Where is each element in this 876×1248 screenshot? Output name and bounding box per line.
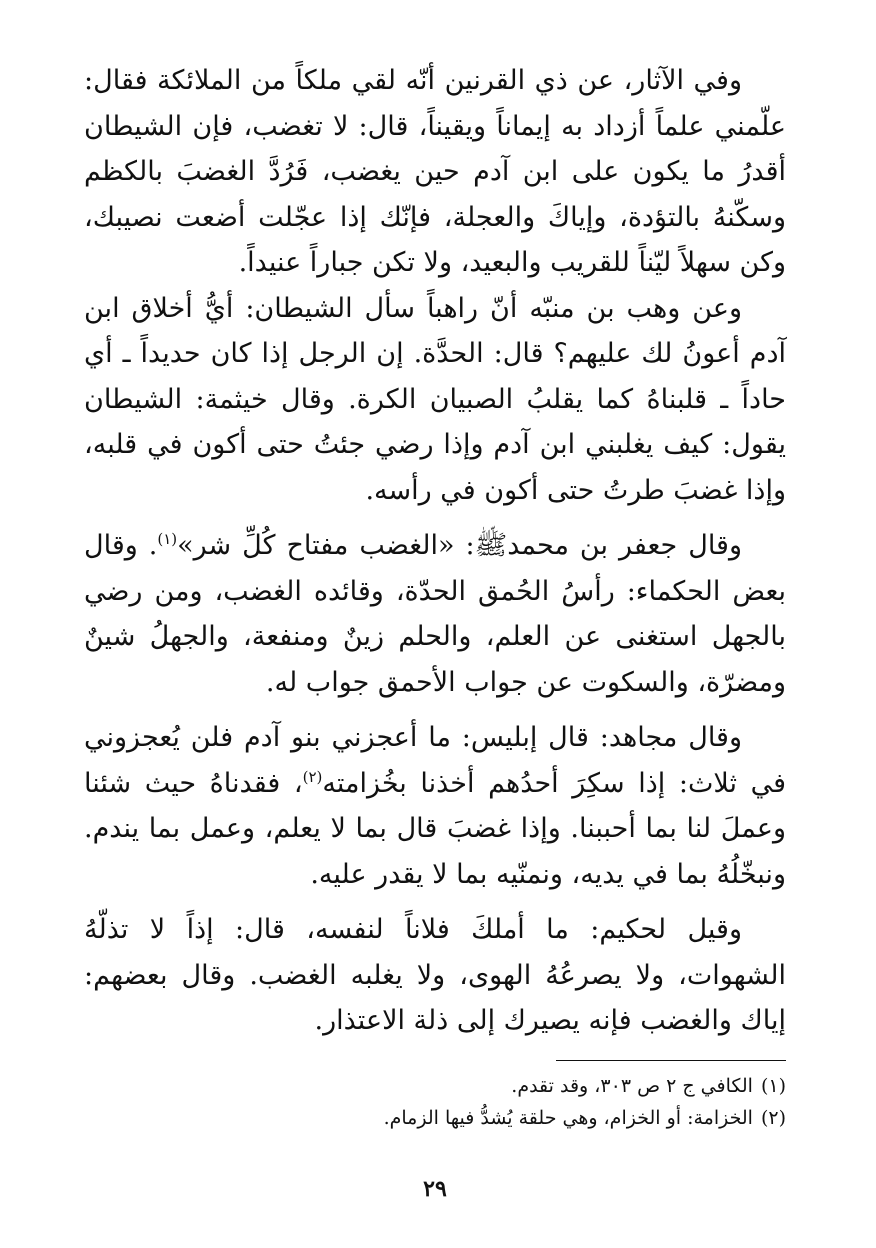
footnote-text: الخزامة: أو الخزام، وهي حلقة يُشدُّ فيها الزمام.: [383, 1107, 753, 1129]
paragraph-text: وعن وهب بن منبّه أنّ راهباً سأل الشيطان: أيُّ أخلاق ابن آدم أعونُ لك عليهم؟ قال: الحدَّة. إن الرجل إذا كان حديداً ـ أي حاداً ـ قلبناهُ كما يقلبُ الصبيان الكرة. وقال خيثمة: الشيطان يقول: كيف يغلبني ابن آدم وإذا رضي جئتُ حتى أكون في قلبه، وإذا غضبَ طرتُ حتى أكون في رأسه.: [84, 292, 786, 506]
footnote-1: [84, 1070, 786, 1102]
footnote-number: (٢): [760, 1107, 786, 1129]
paragraph-mujahid: [84, 715, 786, 897]
paragraph-text-after: . وقال بعض الحكماء: رأسُ الحُمق الحدّة، وقائده الغضب، ومن رضي بالجهل استغنى عن العلم، والحلم زينٌ ومنفعة، والجهلُ شينٌ ومضرّة، والسكوت عن جواب الأحمق جواب له.: [84, 530, 786, 698]
page-number: ٢٩: [423, 1176, 447, 1202]
quote-text: : «الغضب مفتاح كُلِّ شر»: [177, 530, 475, 561]
paragraph-wahb: [84, 286, 786, 514]
paragraph-hakim: [84, 907, 786, 1044]
paragraph-text-before: وقال جعفر بن محمد: [507, 530, 742, 561]
paragraph-text-after: ، فقدناهُ حيث شئنا وعملَ لنا بما أحببنا. وإذا غضبَ قال بما لا يعلم، وعمل بما يندم. ونبخّلُهُ بما في يديه، ونمنّيه بما لا يقدر عليه.: [84, 767, 786, 890]
paragraph-dhul-qarnayn: [84, 58, 786, 286]
paragraph-text-before: وقال مجاهد: قال إبليس: ما أعجزني بنو آدم فلن يُعجزوني في ثلاث: إذا سكِرَ أحدُهم أخذنا بخُزامته: [84, 722, 786, 799]
paragraph-jafar: [84, 523, 786, 705]
paragraph-text: وفي الآثار، عن ذي القرنين أنّه لقي ملكاً من الملائكة فقال: علّمني علماً أزداد به إيماناً ويقيناً، قال: لا تغضب، فإن الشيطان أقدرُ ما يكون على ابن آدم حين يغضب، فَرُدَّ الغضبَ بالكظم وسكّنهُ بالتؤدة، وإياكَ والعجلة، فإنّك إذا عجّلت أضعت نصيبك، وكن سهلاً ليّناً للقريب والبعيد، ولا تكن جباراً عنيداً.: [84, 65, 786, 278]
footnotes: [84, 1070, 786, 1134]
footnote-text: الكافي ج ٢ ص ٣٠٣، وقد تقدم.: [511, 1075, 753, 1097]
paragraph-text: وقيل لحكيم: ما أملكَ فلاناً لنفسه، قال: إذاً لا تذلّهُ الشهوات، ولا يصرعُهُ الهوى، ولا يغلبه الغضب. وقال بعضهم: إياك والغضب فإنه يصيرك إلى ذلة الاعتذار.: [84, 914, 786, 1036]
footnote-divider: [556, 1060, 786, 1061]
body-text: [84, 58, 786, 1044]
footnote-2: [84, 1102, 786, 1134]
footnote-ref-1[interactable]: (١): [157, 530, 178, 548]
honorific-glyph: ﷺ: [474, 530, 508, 561]
footnote-number: (١): [760, 1075, 786, 1097]
book-page: [84, 58, 786, 1218]
footnote-ref-2[interactable]: (٢): [302, 767, 323, 786]
